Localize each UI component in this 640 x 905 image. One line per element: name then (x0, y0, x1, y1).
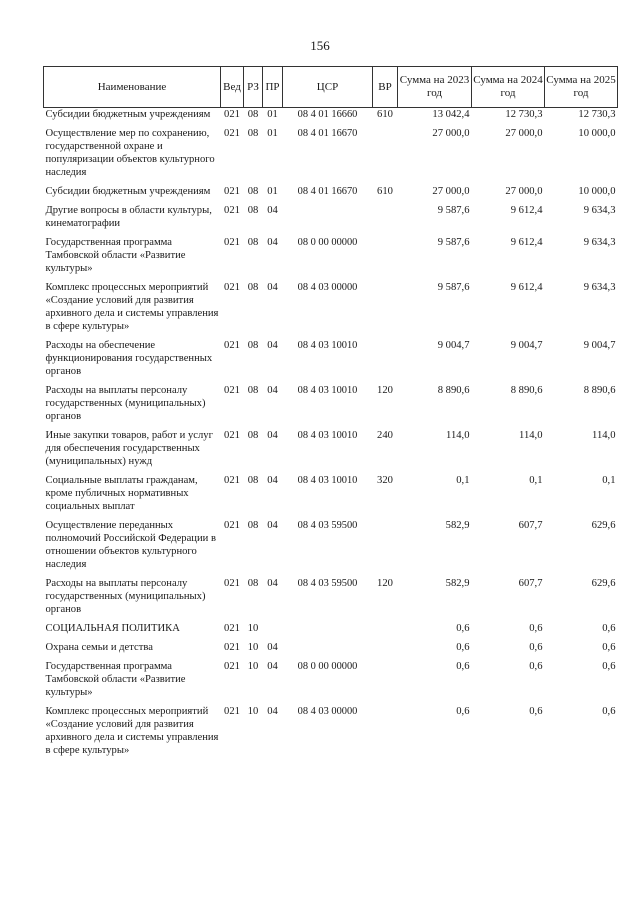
row-rz: 08 (247, 282, 259, 293)
row-pr: 04 (267, 385, 278, 396)
row-name: Иные закупки товаров, работ и услуг для обеспечения государственных (муниципальных) нужд (45, 430, 213, 467)
row-csr (283, 204, 373, 236)
row-name: Расходы на выплаты персоналу государственных (муниципальных) органов (45, 385, 206, 422)
row-sum-2024: 607,7 (518, 578, 543, 589)
table-row (44, 108, 618, 128)
row-pr: 04 (267, 205, 278, 216)
row-ved: 021 (224, 642, 240, 653)
row-pr: 01 (267, 186, 278, 197)
row-vr (373, 660, 398, 705)
row-name: Расходы на выплаты персоналу государственных (муниципальных) органов (45, 578, 206, 615)
row-sum-2024: 27 000,0 (505, 186, 543, 197)
row-pr: 01 (267, 109, 278, 120)
header-pr: ПР (263, 67, 283, 108)
row-name: Охрана семьи и детства (45, 642, 153, 653)
row-csr: 08 4 01 16670 (297, 186, 358, 197)
row-sum-2023: 9 587,6 (437, 237, 470, 248)
row-sum-2025: 9 634,3 (583, 205, 616, 216)
row-name: Государственная программа Тамбовской области «Развитие культуры» (45, 661, 186, 698)
row-sum-2025: 10 000,0 (578, 128, 616, 139)
row-sum-2025: 629,6 (591, 520, 616, 531)
budget-table (43, 66, 618, 763)
row-sum-2023: 9 587,6 (437, 282, 470, 293)
row-name: Социальные выплаты гражданам, кроме публичных нормативных социальных выплат (45, 475, 198, 512)
row-sum-2023: 9 004,7 (437, 340, 470, 351)
row-pr: 04 (267, 520, 278, 531)
row-sum-2024: 0,6 (529, 642, 543, 653)
page-number: 156 (310, 38, 330, 53)
row-sum-2023: 0,6 (456, 623, 470, 634)
row-pr: 04 (267, 340, 278, 351)
row-rz: 10 (247, 706, 259, 717)
row-sum-2023: 0,6 (456, 642, 470, 653)
row-name: Осуществление мер по сохранению, государственной охране и популяризации объектов культурного наследия (45, 128, 215, 178)
row-csr: 08 0 00 00000 (297, 661, 358, 672)
row-vr (373, 204, 398, 236)
row-rz: 10 (247, 661, 259, 672)
table-body (44, 108, 618, 764)
row-sum-2023: 27 000,0 (432, 128, 470, 139)
row-name: Комплекс процессных мероприятий «Создание условий для развития архивного дела и системы управления в сфере культуры» (45, 282, 219, 332)
row-sum-2024: 114,0 (519, 430, 543, 441)
row-vr (373, 339, 398, 384)
row-sum-2024: 0,6 (529, 706, 543, 717)
row-csr: 08 0 00 00000 (297, 237, 358, 248)
row-pr: 04 (267, 642, 278, 653)
row-pr: 04 (267, 430, 278, 441)
row-rz: 08 (247, 578, 259, 589)
row-sum-2023: 27 000,0 (432, 186, 470, 197)
row-sum-2025: 12 730,3 (578, 109, 616, 120)
header-name: Наименование (44, 67, 221, 108)
row-ved: 021 (224, 109, 240, 120)
row-sum-2023: 0,1 (456, 475, 470, 486)
row-name: Комплекс процессных мероприятий «Создание условий для развития архивного дела и системы управления в сфере культуры» (45, 706, 219, 756)
table-row (44, 660, 618, 705)
row-ved: 021 (224, 578, 240, 589)
header-rz: РЗ (244, 67, 263, 108)
row-pr: 04 (267, 475, 278, 486)
row-ved: 021 (224, 430, 240, 441)
row-vr (373, 519, 398, 577)
row-vr (373, 127, 398, 185)
table-row (44, 236, 618, 281)
row-csr: 08 4 03 10010 (297, 385, 358, 396)
row-ved: 021 (224, 706, 240, 717)
row-ved: 021 (224, 128, 240, 139)
row-sum-2025: 0,6 (602, 706, 616, 717)
row-sum-2024: 8 890,6 (510, 385, 543, 396)
header-sum-2025: Сумма на 2025 год (545, 67, 618, 108)
header-sum-2023: Сумма на 2023 год (398, 67, 472, 108)
row-sum-2025: 114,0 (592, 430, 616, 441)
row-csr: 08 4 03 10010 (297, 475, 358, 486)
row-sum-2024: 0,1 (529, 475, 543, 486)
row-vr: 120 (377, 578, 393, 589)
row-vr: 610 (377, 109, 393, 120)
row-sum-2024: 0,6 (529, 661, 543, 672)
row-sum-2024: 0,6 (529, 623, 543, 634)
header-csr: ЦСР (283, 67, 373, 108)
row-vr: 320 (377, 475, 393, 486)
row-sum-2023: 582,9 (445, 578, 470, 589)
row-sum-2024: 9 612,4 (510, 205, 543, 216)
row-sum-2023: 582,9 (445, 520, 470, 531)
row-ved: 021 (224, 340, 240, 351)
row-ved: 021 (224, 385, 240, 396)
row-ved: 021 (224, 237, 240, 248)
row-sum-2023: 13 042,4 (432, 109, 470, 120)
row-sum-2023: 8 890,6 (437, 385, 470, 396)
row-sum-2024: 12 730,3 (505, 109, 543, 120)
table-row (44, 474, 618, 519)
row-sum-2024: 9 612,4 (510, 237, 543, 248)
row-vr (373, 236, 398, 281)
row-sum-2025: 8 890,6 (583, 385, 616, 396)
row-rz: 08 (247, 109, 259, 120)
table-row (44, 519, 618, 577)
row-rz: 08 (247, 475, 259, 486)
row-pr (263, 622, 283, 641)
header-vr: ВР (373, 67, 398, 108)
table-row (44, 705, 618, 763)
table-row (44, 281, 618, 339)
table-row (44, 204, 618, 236)
row-ved: 021 (224, 623, 240, 634)
row-sum-2024: 27 000,0 (505, 128, 543, 139)
row-name: Субсидии бюджетным учреждениям (45, 186, 211, 197)
row-sum-2024: 9 004,7 (510, 340, 543, 351)
table-row (44, 429, 618, 474)
row-vr (373, 705, 398, 763)
row-sum-2023: 0,6 (456, 706, 470, 717)
row-csr: 08 4 03 59500 (297, 578, 358, 589)
row-sum-2025: 0,1 (602, 475, 616, 486)
row-csr: 08 4 03 00000 (297, 282, 358, 293)
row-sum-2023: 0,6 (456, 661, 470, 672)
row-sum-2025: 0,6 (602, 642, 616, 653)
row-ved: 021 (224, 282, 240, 293)
row-sum-2025: 0,6 (602, 623, 616, 634)
table-row (44, 622, 618, 641)
row-pr: 04 (267, 706, 278, 717)
row-name: Субсидии бюджетным учреждениям (45, 109, 211, 120)
header-sum-2024: Сумма на 2024 год (472, 67, 545, 108)
row-rz: 08 (247, 237, 259, 248)
row-sum-2025: 9 634,3 (583, 237, 616, 248)
row-rz: 10 (247, 642, 259, 653)
header-ved: Вед (221, 67, 244, 108)
table-row (44, 339, 618, 384)
row-sum-2025: 9 634,3 (583, 282, 616, 293)
row-ved: 021 (224, 520, 240, 531)
row-sum-2024: 9 612,4 (510, 282, 543, 293)
row-rz: 08 (247, 385, 259, 396)
row-rz: 08 (247, 520, 259, 531)
row-sum-2025: 10 000,0 (578, 186, 616, 197)
row-ved: 021 (224, 186, 240, 197)
row-name: Осуществление переданных полномочий Российской Федерации в отношении объектов культурного наследия (45, 520, 216, 570)
table-header-row (44, 67, 618, 108)
table-row (44, 384, 618, 429)
row-csr (283, 622, 373, 641)
row-csr: 08 4 03 59500 (297, 520, 358, 531)
row-sum-2025: 9 004,7 (583, 340, 616, 351)
row-ved: 021 (224, 205, 240, 216)
table-row (44, 641, 618, 660)
table-row (44, 185, 618, 204)
row-pr: 04 (267, 237, 278, 248)
row-csr: 08 4 03 00000 (297, 706, 358, 717)
row-rz: 08 (247, 205, 259, 216)
row-csr: 08 4 01 16660 (297, 109, 358, 120)
row-name: Другие вопросы в области культуры, кинематографии (45, 205, 212, 229)
row-sum-2025: 629,6 (591, 578, 616, 589)
row-csr: 08 4 01 16670 (297, 128, 358, 139)
row-csr (283, 641, 373, 660)
row-vr: 610 (377, 186, 393, 197)
row-csr: 08 4 03 10010 (297, 430, 358, 441)
row-sum-2025: 0,6 (602, 661, 616, 672)
row-rz: 08 (247, 340, 259, 351)
row-sum-2023: 114,0 (446, 430, 470, 441)
row-pr: 04 (267, 661, 278, 672)
row-name: Государственная программа Тамбовской области «Развитие культуры» (45, 237, 186, 274)
row-name: Расходы на обеспечение функционирования государственных органов (45, 340, 213, 377)
row-name: СОЦИАЛЬНАЯ ПОЛИТИКА (45, 623, 180, 634)
row-rz: 10 (247, 623, 259, 634)
table-row (44, 127, 618, 185)
row-ved: 021 (224, 475, 240, 486)
row-pr: 01 (267, 128, 278, 139)
row-vr (373, 641, 398, 660)
row-pr: 04 (267, 282, 278, 293)
row-sum-2024: 607,7 (518, 520, 543, 531)
table-row (44, 577, 618, 622)
row-vr: 240 (377, 430, 393, 441)
row-pr: 04 (267, 578, 278, 589)
row-csr: 08 4 03 10010 (297, 340, 358, 351)
row-rz: 08 (247, 430, 259, 441)
row-vr: 120 (377, 385, 393, 396)
row-rz: 08 (247, 186, 259, 197)
row-ved: 021 (224, 661, 240, 672)
row-vr (373, 281, 398, 339)
row-vr (373, 622, 398, 641)
row-sum-2023: 9 587,6 (437, 205, 470, 216)
row-rz: 08 (247, 128, 259, 139)
